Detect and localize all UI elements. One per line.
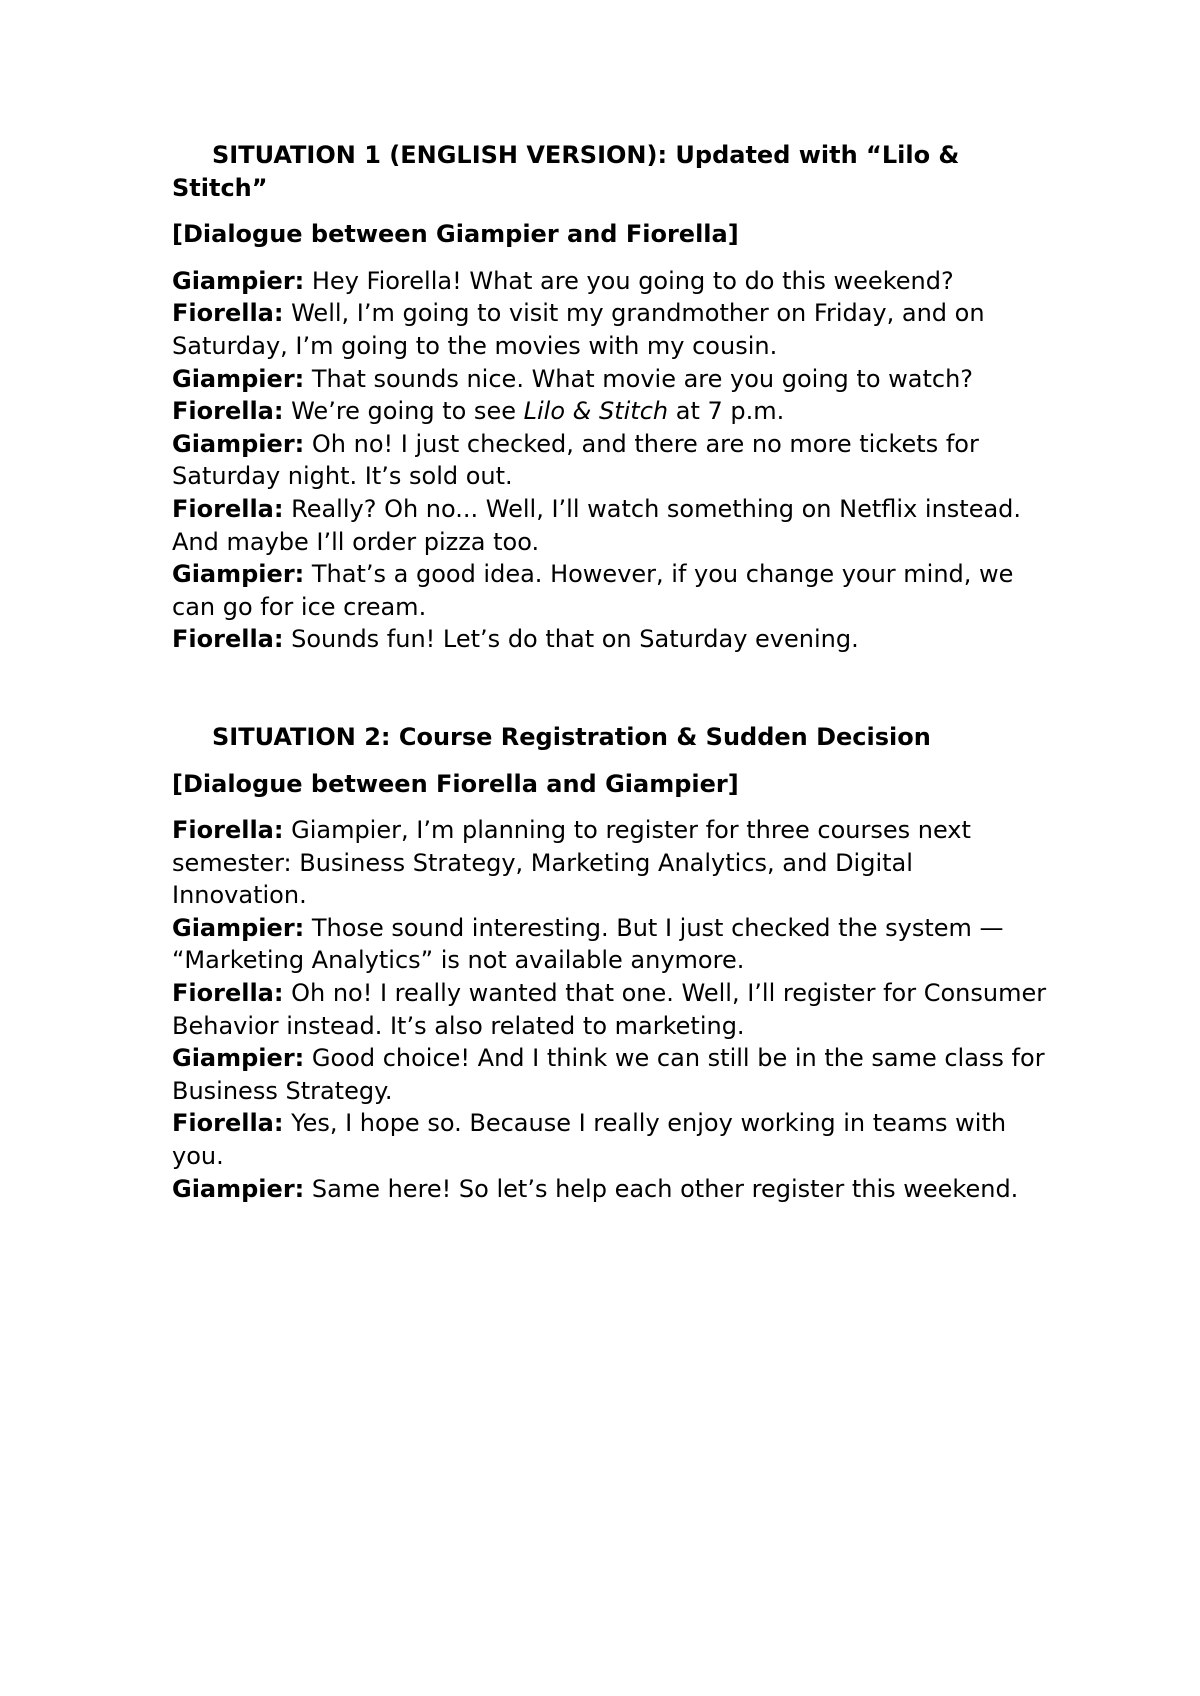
speaker-label: Fiorella: [172, 979, 284, 1008]
speaker-label: Giampier: [172, 913, 305, 942]
dialogue-line [172, 1173, 1052, 1206]
dialogue-line [172, 297, 1052, 362]
situation-2-title: SITUATION 2: Course Registration & Sudden Decision [212, 722, 931, 751]
dialogue-line [172, 493, 1052, 558]
situation-1-subtitle: [Dialogue between Giampier and Fiorella] [172, 220, 739, 249]
speaker-label: Fiorella: [172, 625, 284, 654]
speaker-label: Fiorella: [172, 299, 284, 328]
line-text: Those sound interesting. But I just checked the system — “Marketing Analytics” is not available anymore. [172, 913, 1004, 975]
dialogue-line [172, 912, 1052, 977]
speaker-label: Fiorella: [172, 494, 284, 523]
movie-title: Lilo & Stitch [523, 397, 669, 426]
section-spacer [172, 656, 1052, 721]
line-text: at 7 p.m. [668, 397, 785, 426]
line-text: Oh no! I really wanted that one. Well, I’ll register for Consumer Behavior instead. It’s also related to marketing. [172, 979, 1047, 1040]
speaker-label: Giampier: [172, 1174, 305, 1203]
dialogue-line [172, 623, 1052, 656]
line-text: We’re going to see [283, 397, 524, 426]
line-text: Giampier, I’m planning to register for three courses next semester: Business Strategy, Marketing Analytics, and Digital Innovation. [172, 816, 971, 910]
line-text: Really? Oh no... Well, I’ll watch something on Netflix instead. And maybe I’ll order pizza too. [172, 494, 1022, 556]
line-text: Same here! So let’s help each other register this weekend. [304, 1174, 1019, 1203]
dialogue-line [172, 977, 1052, 1042]
dialogue-line [172, 1107, 1052, 1172]
line-text: Hey Fiorella! What are you going to do this weekend? [304, 266, 954, 295]
line-text: Sounds fun! Let’s do that on Saturday evening. [283, 625, 859, 654]
speaker-label: Giampier: [172, 560, 305, 589]
speaker-label: Giampier: [172, 429, 305, 458]
speaker-label: Giampier: [172, 1044, 305, 1073]
situation-2-subtitle: [Dialogue between Fiorella and Giampier] [172, 769, 739, 798]
line-text: That sounds nice. What movie are you going to watch? [304, 364, 974, 393]
situation-1-title: SITUATION 1 (ENGLISH VERSION): Updated with “Lilo & Stitch” [172, 141, 960, 202]
line-text: Well, I’m going to visit my grandmother on Friday, and on Saturday, I’m going to the movies with my cousin. [172, 299, 985, 360]
speaker-label: Fiorella: [172, 1109, 284, 1138]
line-text: Yes, I hope so. Because I really enjoy working in teams with you. [172, 1109, 1007, 1171]
situation-2-dialogue [172, 814, 1052, 1205]
dialogue-line [172, 265, 1052, 298]
situation-1-dialogue [172, 265, 1052, 656]
speaker-label: Fiorella: [172, 816, 284, 845]
speaker-label: Fiorella: [172, 397, 284, 426]
speaker-label: Giampier: [172, 364, 305, 393]
dialogue-line [172, 558, 1052, 623]
dialogue-line [172, 1042, 1052, 1107]
line-text: Oh no! I just checked, and there are no more tickets for Saturday night. It’s sold out. [172, 429, 979, 491]
dialogue-line [172, 363, 1052, 396]
document-content [172, 139, 1052, 1205]
dialogue-line [172, 428, 1052, 493]
speaker-label: Giampier: [172, 266, 305, 295]
line-text: That’s a good idea. However, if you change your mind, we can go for ice cream. [172, 560, 1014, 621]
line-text: Good choice! And I think we can still be in the same class for Business Strategy. [172, 1044, 1045, 1105]
dialogue-line [172, 395, 1052, 428]
dialogue-line [172, 814, 1052, 912]
